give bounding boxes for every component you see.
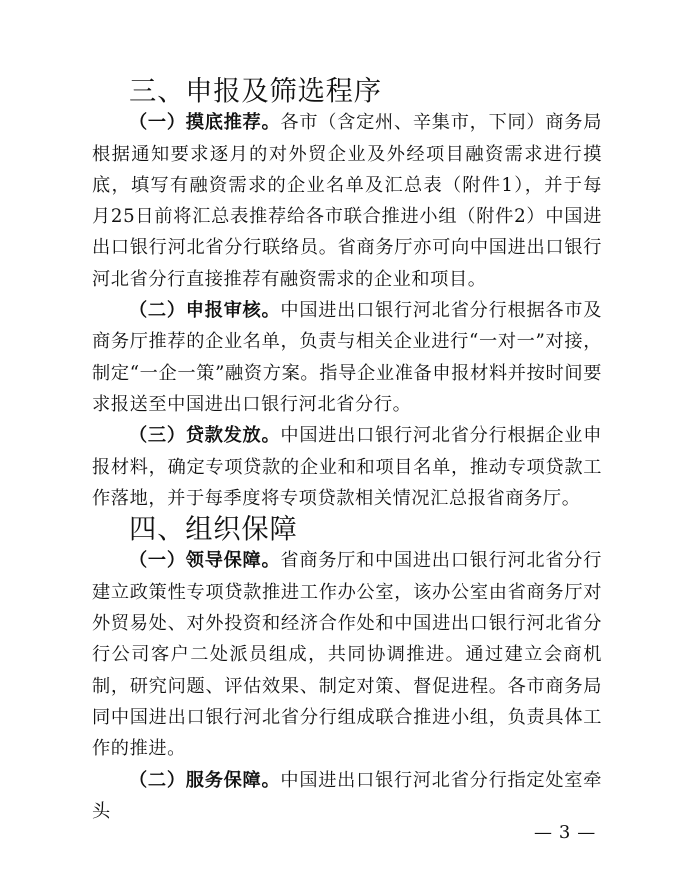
- page-number: — 3 —: [534, 822, 596, 843]
- paragraph-text: 各市（含定州、辛集市，下同）商务局根据通知要求逐月的对外贸企业及外经项目融资需求进行摸底，填写有融资需求的企业名单及汇总表（附件1），并于每月25日前将汇总表推荐给各市联合推进小组（附件2）中国进出口银行河北省分行联络员。省商务厅亦可向中国进出口银行河北省分行直接推荐有融资需求的企业和项目。: [92, 112, 602, 290]
- paragraph-text: 中国进出口银行河北省分行根据各市及商务厅推荐的企业名单，负责与相关企业进行“一对一”对接，制定“一企一策”融资方案。指导企业准备申报材料并按时间要求报送至中国进出口银行河北省分行。: [92, 300, 602, 415]
- document-body: [92, 76, 602, 827]
- paragraph-label: （二）申报审核。: [129, 300, 281, 322]
- paragraph-label: （一）摸底推荐。: [129, 112, 281, 134]
- paragraph-label: （二）服务保障。: [129, 769, 281, 791]
- paragraph-text: 中国进出口银行河北省分行根据企业申报材料，确定专项贷款的企业和和项目名单，推动专项贷款工作落地，并于每季度将专项贷款相关情况汇总报省商务厅。: [92, 425, 602, 509]
- paragraph-loan-disbursement: [92, 420, 602, 514]
- paragraph-survey-recommendation: [92, 107, 602, 295]
- paragraph-application-review: [92, 295, 602, 420]
- paragraph-leadership-support: [92, 545, 602, 764]
- paragraph-text: 省商务厅和中国进出口银行河北省分行建立政策性专项贷款推进工作办公室，该办公室由省商务厅对外贸易处、对外投资和经济合作处和中国进出口银行河北省分行公司客户二处派员组成，共同协调推进。通过建立会商机制，研究问题、评估效果、制定对策、督促进程。各市商务局同中国进出口银行河北省分行组成联合推进小组，负责具体工作的推进。: [92, 550, 602, 760]
- paragraph-text: 中国进出口银行河北省分行指定处室牵头: [92, 769, 602, 822]
- paragraph-service-support: [92, 765, 602, 828]
- section-heading-organizational-support: 四、组织保障: [129, 514, 298, 546]
- paragraph-label: （一）领导保障。: [129, 550, 281, 572]
- section-heading-application-procedure: 三、申报及筛选程序: [129, 76, 382, 107]
- paragraph-label: （三）贷款发放。: [129, 425, 281, 447]
